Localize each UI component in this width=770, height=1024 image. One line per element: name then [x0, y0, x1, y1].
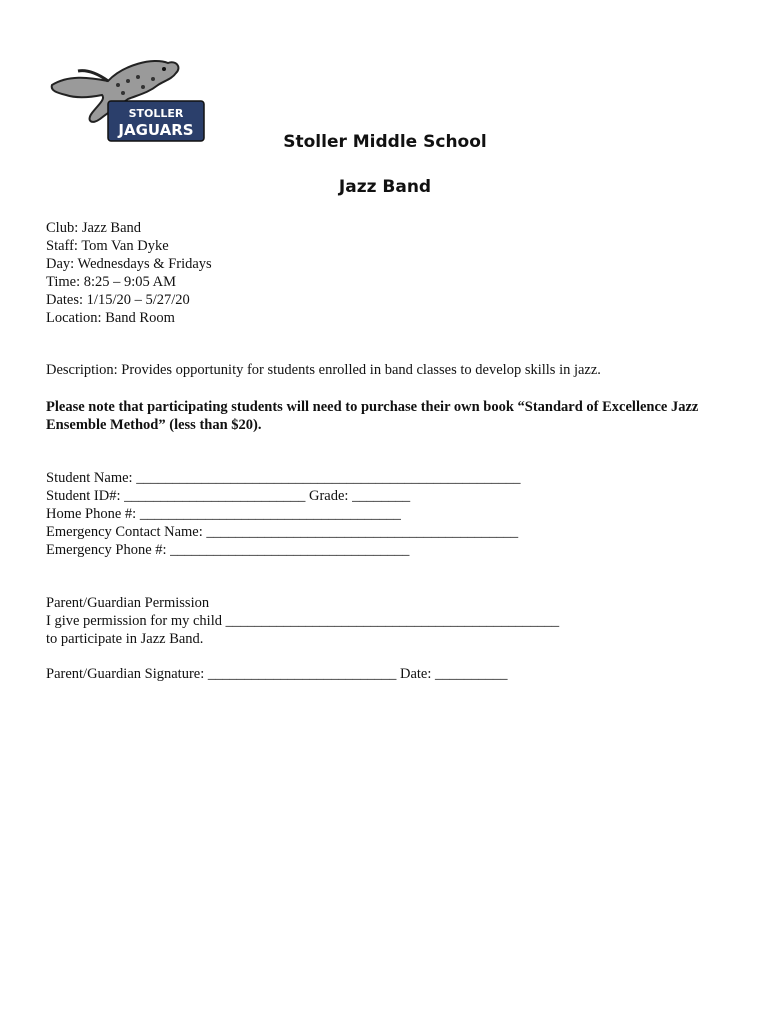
svg-text:STOLLER: STOLLER — [128, 107, 184, 120]
day-line: Day: Wednesdays & Fridays — [46, 256, 212, 272]
dates-line: Dates: 1/15/20 – 5/27/20 — [46, 292, 190, 308]
emergency-phone-field[interactable]: Emergency Phone #: _________________________________ — [46, 542, 410, 558]
location-line: Location: Band Room — [46, 310, 175, 326]
staff-line: Staff: Tom Van Dyke — [46, 238, 169, 254]
emergency-contact-field[interactable]: Emergency Contact Name: ___________________________________________ — [46, 524, 519, 540]
purchase-note: Please note that participating students will need to purchase their own book “Standard of Excellence Jazz Ensemble Method” (less than $20). — [46, 399, 699, 433]
club-info — [46, 219, 212, 327]
home-phone-field[interactable]: Home Phone #: ____________________________________ — [46, 506, 401, 522]
club-line: Club: Jazz Band — [46, 220, 142, 236]
school-title: Stoller Middle School — [283, 132, 487, 152]
club-title: Jazz Band — [338, 177, 432, 197]
description: Description: Provides opportunity for students enrolled in band classes to develop skills in jazz. — [46, 362, 601, 378]
permission-heading: Parent/Guardian Permission — [46, 595, 210, 611]
permission-child-field[interactable]: I give permission for my child ______________________________________________ — [46, 613, 560, 629]
student-name-field[interactable]: Student Name: _____________________________________________________ — [46, 470, 521, 486]
time-line: Time: 8:25 – 9:05 AM — [46, 274, 176, 290]
student-id-grade-field[interactable]: Student ID#: _________________________ Grade: ________ — [46, 488, 411, 504]
student-form — [46, 469, 520, 559]
permission-section — [46, 594, 559, 648]
svg-text:JAGUARS: JAGUARS — [118, 121, 194, 139]
signature-field[interactable]: Parent/Guardian Signature: __________________________ Date: __________ — [46, 666, 508, 682]
permission-text: to participate in Jazz Band. — [46, 631, 204, 647]
